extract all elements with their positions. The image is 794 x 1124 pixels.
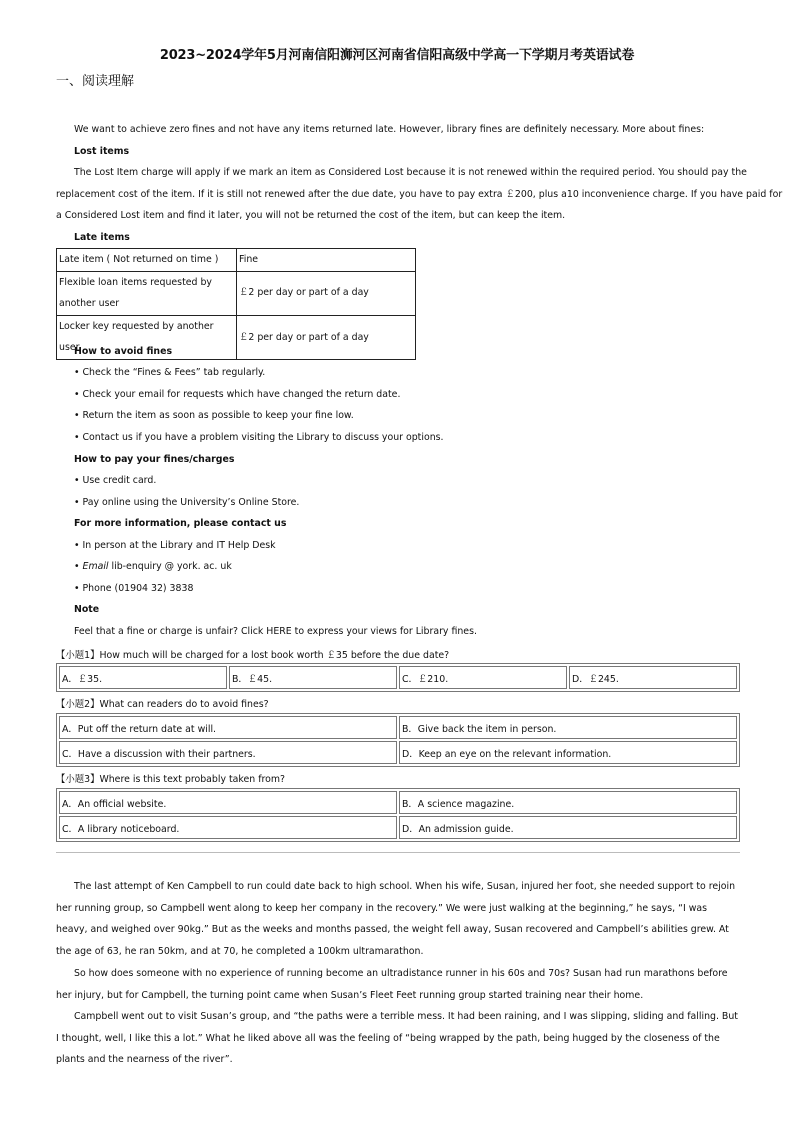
option-c[interactable]: C．￡210. — [399, 666, 567, 689]
option-d[interactable]: D．Keep an eye on the relevant information. — [399, 741, 737, 764]
list-item: • In person at the Library and IT Help Desk — [74, 540, 276, 551]
avoid-fines-heading: How to avoid fines — [74, 346, 173, 357]
table-cell: ￡2 per day or part of a day — [237, 315, 416, 359]
question-2-stem: 【小题2】What can readers do to avoid fines? — [56, 699, 269, 710]
paragraph-text: Campbell went out to visit Susan’s group, and “the paths were a terrible mess. It had been raining, and I was slipping, sliding and falling. But I thought, well, I like this a lot.” What he liked above all was the feeling of “being wrapped by the path, being hugged by the closeness of the plants and the nearness of the river”. — [56, 1011, 738, 1066]
question-1-stem: 【小题1】How much will be charged for a lost book worth ￡35 before the due date? — [56, 650, 450, 661]
passage2-paragraph-2 — [56, 963, 740, 1006]
note-heading: Note — [74, 604, 100, 615]
pay-fines-heading: How to pay your fines/charges — [74, 454, 235, 465]
contact-heading: For more information, please contact us — [74, 518, 287, 529]
list-item: • Return the item as soon as possible to keep your fine low. — [74, 410, 354, 421]
question-3-stem: 【小题3】Where is this text probably taken from? — [56, 774, 285, 785]
lost-items-text-line2: replacement cost of the item. If it is still not renewed after the due date, you have to pay extra ￡200, plus a10 inconvenience charge. If you have paid for — [56, 189, 783, 200]
option-a[interactable]: A．Put off the return date at will. — [59, 716, 397, 739]
option-a[interactable]: A．An official website. — [59, 791, 397, 814]
paragraph-text: The last attempt of Ken Campbell to run could date back to high school. When his wife, Susan, injured her foot, she needed support to rejoin her running group, so Campbell went along to keep her company in the recovery.” We were just walking at the beginning,” he says, “I was heavy, and weighed over 90kg.” But as the weeks and months passed, the weight fell away, Susan recovered and Campbell’s abilities grew. At the age of 63, he ran 50km, and at 70, he completed a 100km ultramarathon. — [56, 881, 736, 957]
question-1-options — [56, 663, 740, 692]
paragraph-text: So how does someone with no experience of running become an ultradistance runner in his 60s and 70s? Susan had run marathons before her injury, but for Campbell, the turning point came when Susan’s Fleet Feet running group started training near their home. — [56, 968, 728, 1001]
option-b[interactable]: B．Give back the item in person. — [399, 716, 737, 739]
bullet: • — [74, 561, 83, 572]
option-c[interactable]: C．Have a discussion with their partners. — [59, 741, 397, 764]
note-text: Feel that a fine or charge is unfair? Click HERE to express your views for Library fines. — [74, 626, 477, 637]
table-row — [57, 271, 416, 315]
list-item: • Use credit card. — [74, 475, 157, 486]
cell-line: another user — [59, 298, 120, 310]
option-d[interactable]: D．An admission guide. — [399, 816, 737, 839]
table-header-row — [57, 249, 416, 272]
section-heading: 一、阅读理解 — [56, 74, 135, 89]
table-cell: Late item ( Not returned on time ) — [57, 249, 237, 272]
email-address: lib-enquiry @ york. ac. uk — [108, 561, 232, 572]
option-c[interactable]: C．A library noticeboard. — [59, 816, 397, 839]
option-b[interactable]: B．A science magazine. — [399, 791, 737, 814]
email-label: Email — [82, 561, 109, 572]
table-cell: Fine — [237, 249, 416, 272]
late-items-heading: Late items — [74, 232, 130, 243]
question-3-options — [56, 788, 740, 842]
section-divider — [56, 852, 740, 853]
table-cell: ￡2 per day or part of a day — [237, 271, 416, 315]
passage2-paragraph-3 — [56, 1006, 740, 1071]
lost-items-text-line3: a Considered Lost item and find it later, you will not be returned the cost of the item, but can keep the item. — [56, 210, 566, 221]
lost-items-text-line1: The Lost Item charge will apply if we mark an item as Considered Lost because it is not renewed within the required period. You should pay the — [74, 167, 747, 178]
list-item: • Phone (01904 32) 3838 — [74, 583, 194, 594]
cell-line: Flexible loan items requested by — [59, 276, 212, 288]
passage1-intro: We want to achieve zero fines and not have any items returned late. However, library fines are definitely necessary. More about fines: — [74, 124, 705, 135]
option-b[interactable]: B．￡45. — [229, 666, 397, 689]
list-item: • Pay online using the University’s Online Store. — [74, 497, 300, 508]
list-item: • Contact us if you have a problem visiting the Library to discuss your options. — [74, 432, 444, 443]
question-2-options — [56, 713, 740, 767]
passage2-paragraph-1 — [56, 876, 740, 962]
lost-items-heading: Lost items — [74, 146, 130, 157]
option-d[interactable]: D．￡245. — [569, 666, 737, 689]
document-title: 2023~2024学年5月河南信阳浉河区河南省信阳高级中学高一下学期月考英语试卷 — [159, 48, 635, 63]
table-cell: Locker key requested by another user — [57, 315, 237, 359]
table-cell — [57, 271, 237, 315]
list-item: • Check your email for requests which have changed the return date. — [74, 389, 401, 400]
list-item — [74, 556, 232, 578]
option-a[interactable]: A．￡35. — [59, 666, 227, 689]
list-item: • Check the “Fines & Fees” tab regularly. — [74, 367, 266, 378]
